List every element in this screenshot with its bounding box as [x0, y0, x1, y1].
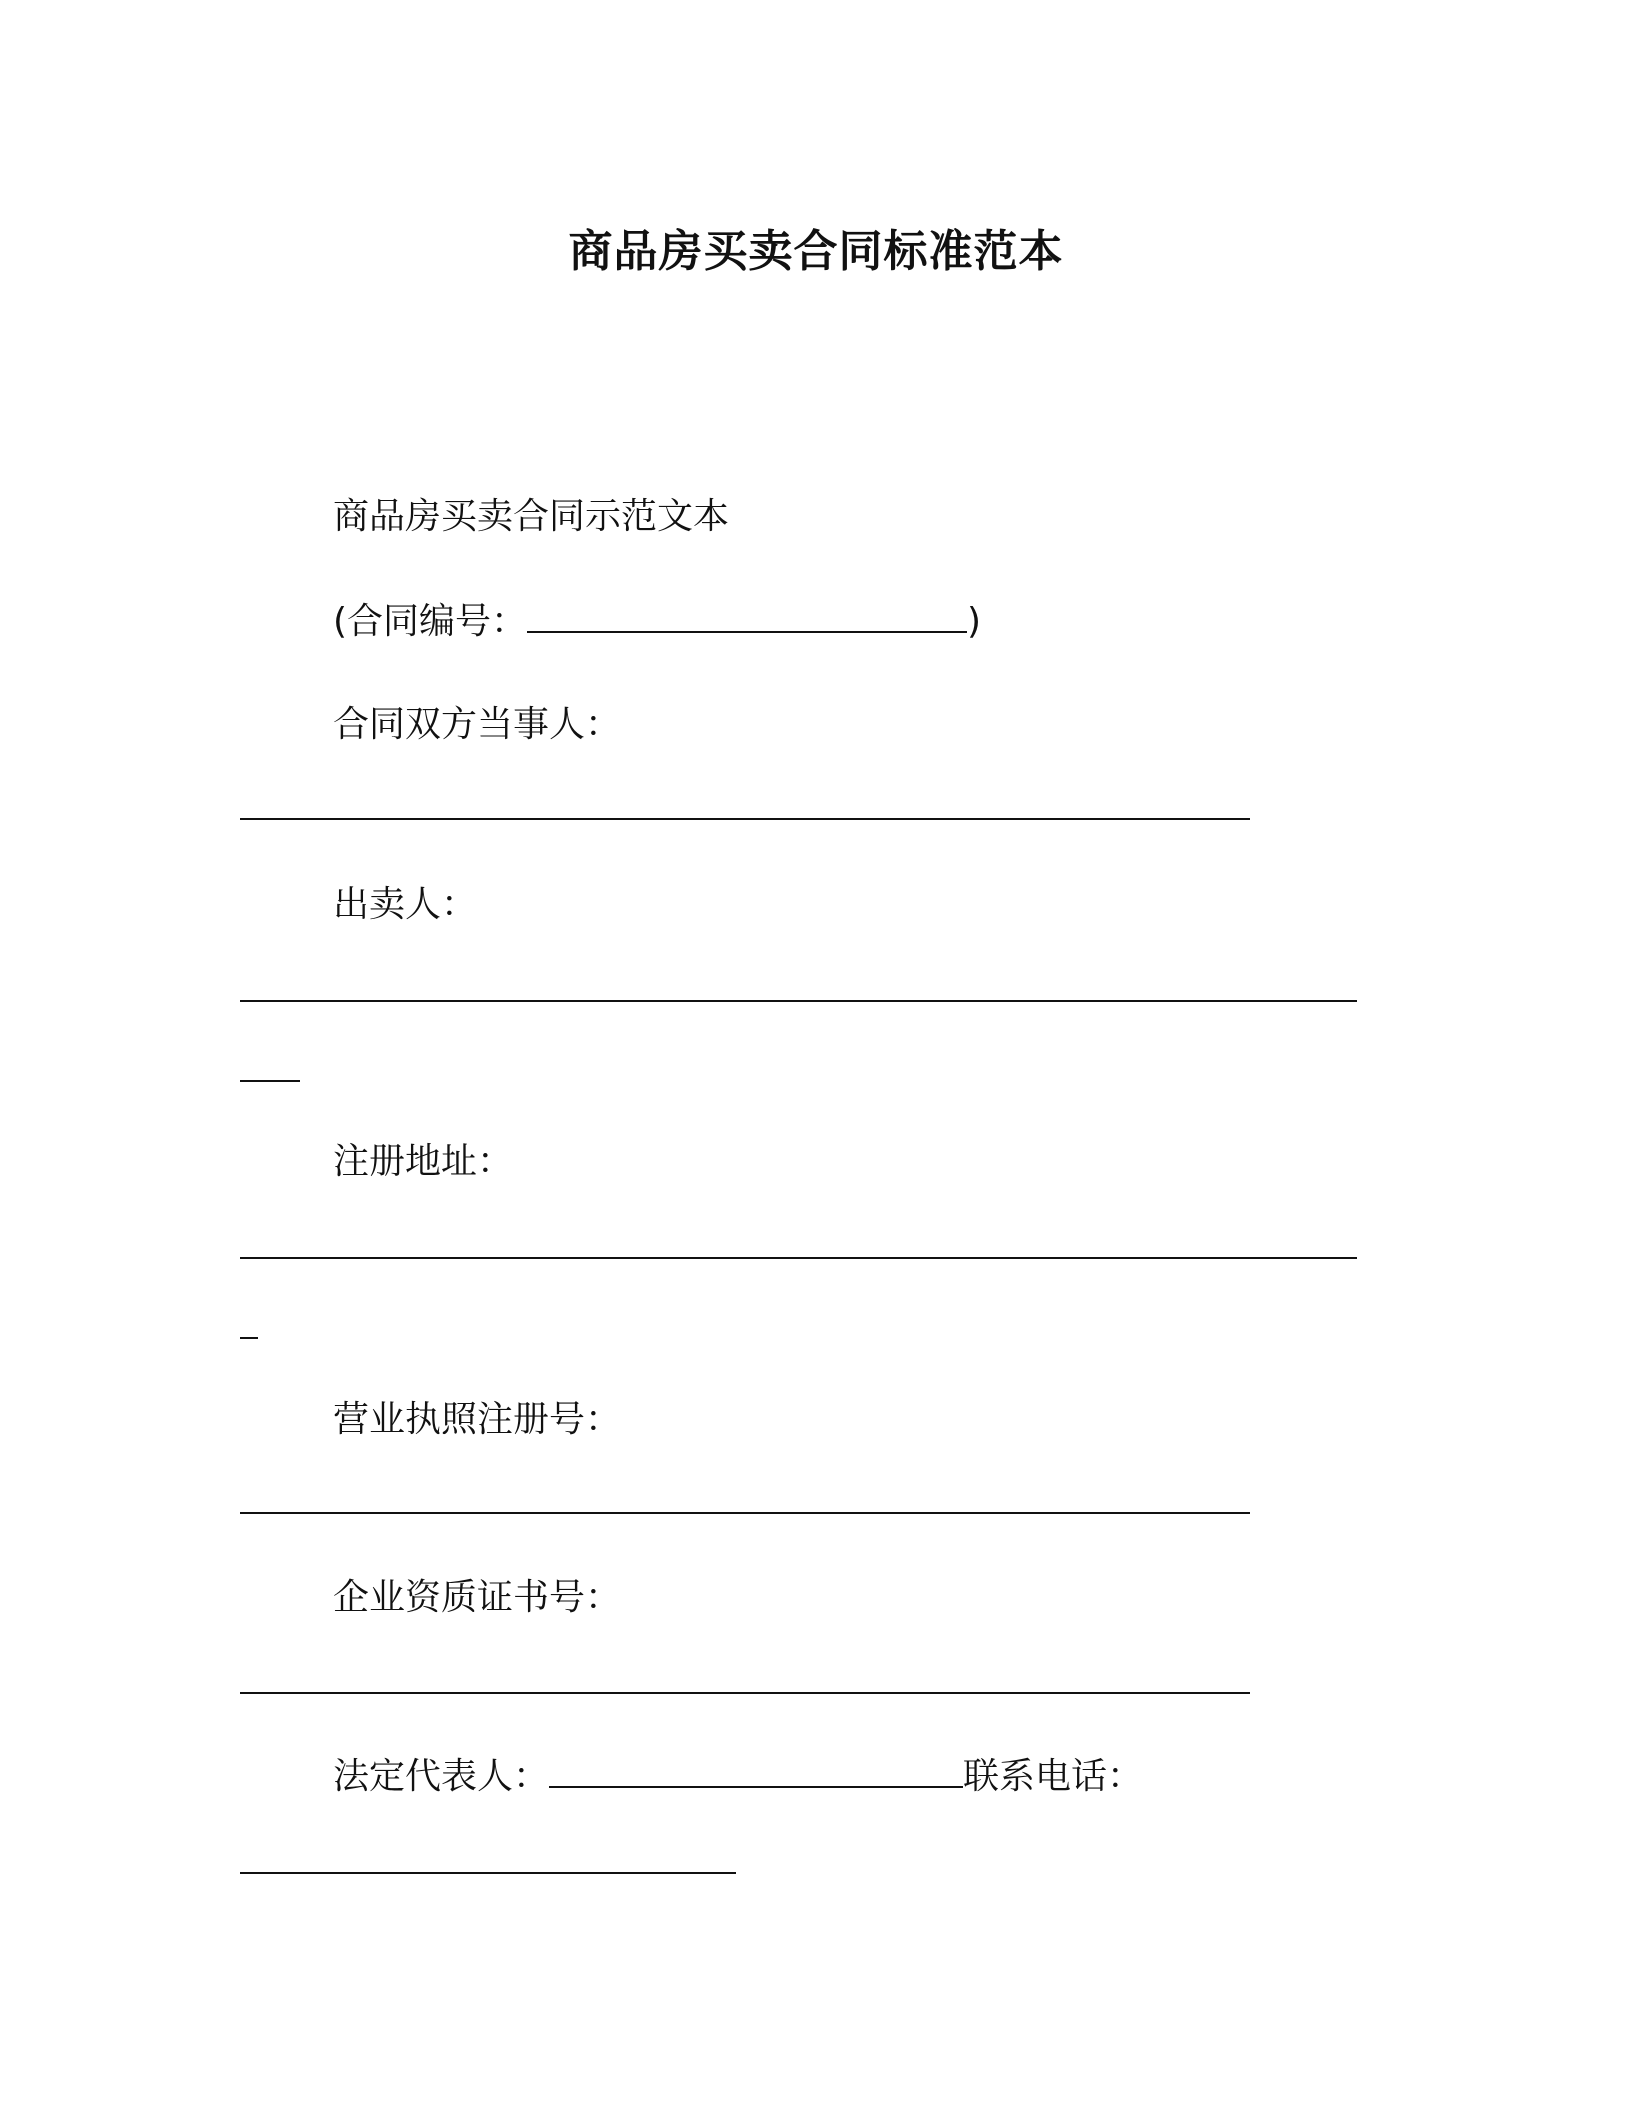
contract-number-blank [527, 597, 967, 633]
address-blank-continuation [240, 1337, 258, 1339]
contract-number-label: (合同编号： [333, 601, 528, 642]
license-blank [240, 1512, 1250, 1514]
legal-rep-line [333, 1752, 1143, 1802]
seller-blank [240, 1000, 1357, 1002]
address-blank [240, 1257, 1357, 1259]
seller-label: 出卖人： [333, 884, 478, 925]
parties-blank [240, 818, 1250, 820]
parties-label: 合同双方当事人： [333, 704, 622, 745]
subtitle: 商品房买卖合同示范文本 [333, 496, 730, 537]
qualification-label: 企业资质证书号： [333, 1577, 622, 1618]
legal-rep-blank [549, 1752, 963, 1788]
document-title: 商品房买卖合同标准范本 [568, 226, 1064, 277]
seller-blank-continuation [240, 1080, 300, 1082]
phone-label: 联系电话： [963, 1756, 1144, 1797]
phone-blank [240, 1872, 736, 1874]
license-label: 营业执照注册号： [333, 1399, 622, 1440]
address-label: 注册地址： [333, 1141, 514, 1182]
qualification-blank [240, 1692, 1250, 1694]
contract-number-line [333, 597, 981, 647]
legal-rep-label: 法定代表人： [333, 1756, 550, 1797]
contract-number-close: ) [967, 601, 982, 642]
